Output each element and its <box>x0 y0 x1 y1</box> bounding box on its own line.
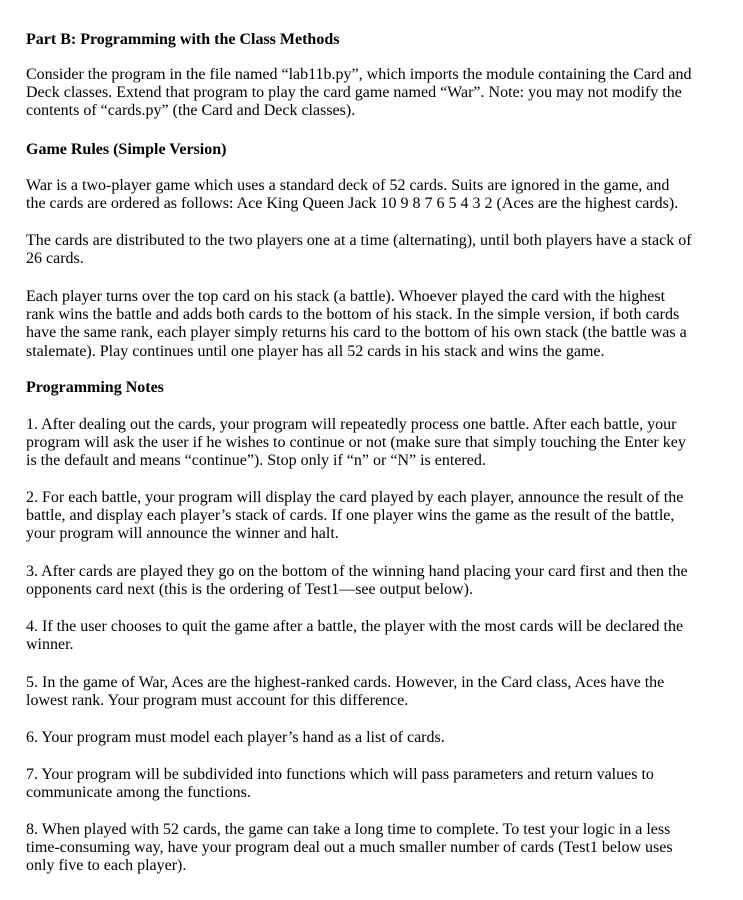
text-line: 7. Your program will be subdivided into functions which will pass parameters and return values to <box>26 766 654 783</box>
text-line: Consider the program in the file named “lab11b.py”, which imports the module containing the Card and <box>26 66 692 83</box>
text-line: your program will announce the winner and halt. <box>26 525 339 543</box>
text-line: The cards are distributed to the two players one at a time (alternating), until both players have a stack of <box>26 232 692 249</box>
rules-paragraph <box>26 232 692 268</box>
rules-paragraph <box>26 177 678 213</box>
text-line: the cards are ordered as follows: Ace King Queen Jack 10 9 8 7 6 5 4 3 2 (Aces are the highest cards). <box>26 195 679 213</box>
note-item <box>26 563 688 599</box>
note-item <box>26 674 664 710</box>
intro-paragraph <box>26 66 691 121</box>
text-line: have the same rank, each player simply returns his card to the bottom of his own stack (the battle was a <box>26 324 687 342</box>
text-line: contents of “cards.py” (the Card and Deck classes). <box>26 102 356 120</box>
note-item <box>26 618 683 654</box>
text-line: stalemate). Play continues until one player has all 52 cards in his stack and wins the game. <box>26 342 605 360</box>
rules-heading: Game Rules (Simple Version) <box>26 141 227 158</box>
notes-heading: Programming Notes <box>26 379 164 396</box>
text-line: 6. Your program must model each player’s hand as a list of cards. <box>26 729 445 746</box>
text-line: time-consuming way, have your program deal out a much smaller number of cards (Test1 below uses <box>26 839 673 857</box>
text-line: program will ask the user if he wishes to continue or not (make sure that simply touching the Enter key <box>26 434 686 452</box>
note-item <box>26 729 445 747</box>
text-line: 4. If the user chooses to quit the game after a battle, the player with the most cards will be declared the <box>26 618 684 635</box>
text-line: 26 cards. <box>26 250 84 268</box>
text-line: communicate among the functions. <box>26 784 251 802</box>
text-line: 3. After cards are played they go on the bottom of the winning hand placing your card first and then the <box>26 563 688 580</box>
text-line: 2. For each battle, your program will display the card played by each player, announce the result of the <box>26 489 684 506</box>
text-line: 8. When played with 52 cards, the game can take a long time to complete. To test your logic in a less <box>26 821 671 838</box>
text-line: battle, and display each player’s stack of cards. If one player wins the game as the result of the battle, <box>26 507 675 525</box>
text-line: War is a two-player game which uses a standard deck of 52 cards. Suits are ignored in the game, and <box>26 177 670 194</box>
text-line: only five to each player). <box>26 857 187 875</box>
rules-paragraph <box>26 288 687 361</box>
text-line: lowest rank. Your program must account for this difference. <box>26 692 409 710</box>
text-line: opponents card next (this is the ordering of Test1—see output below). <box>26 581 473 599</box>
section-title: Part B: Programming with the Class Methods <box>26 31 340 48</box>
text-line: is the default and means “continue”). Stop only if “n” or “N” is entered. <box>26 452 486 470</box>
note-item <box>26 766 654 802</box>
text-line: 5. In the game of War, Aces are the highest-ranked cards. However, in the Card class, Aces have the <box>26 674 665 691</box>
text-line: Deck classes. Extend that program to play the card game named “War”. Note: you may not modify the <box>26 84 682 102</box>
note-item <box>26 416 686 471</box>
text-line: Each player turns over the top card on his stack (a battle). Whoever played the card with the highest <box>26 288 666 305</box>
text-line: rank wins the battle and adds both cards to the bottom of his stack. In the simple version, if both cards <box>26 306 680 324</box>
text-line: 1. After dealing out the cards, your program will repeatedly process one battle. After each battle, your <box>26 416 677 433</box>
note-item <box>26 489 683 544</box>
note-item <box>26 821 673 876</box>
text-line: winner. <box>26 636 74 654</box>
